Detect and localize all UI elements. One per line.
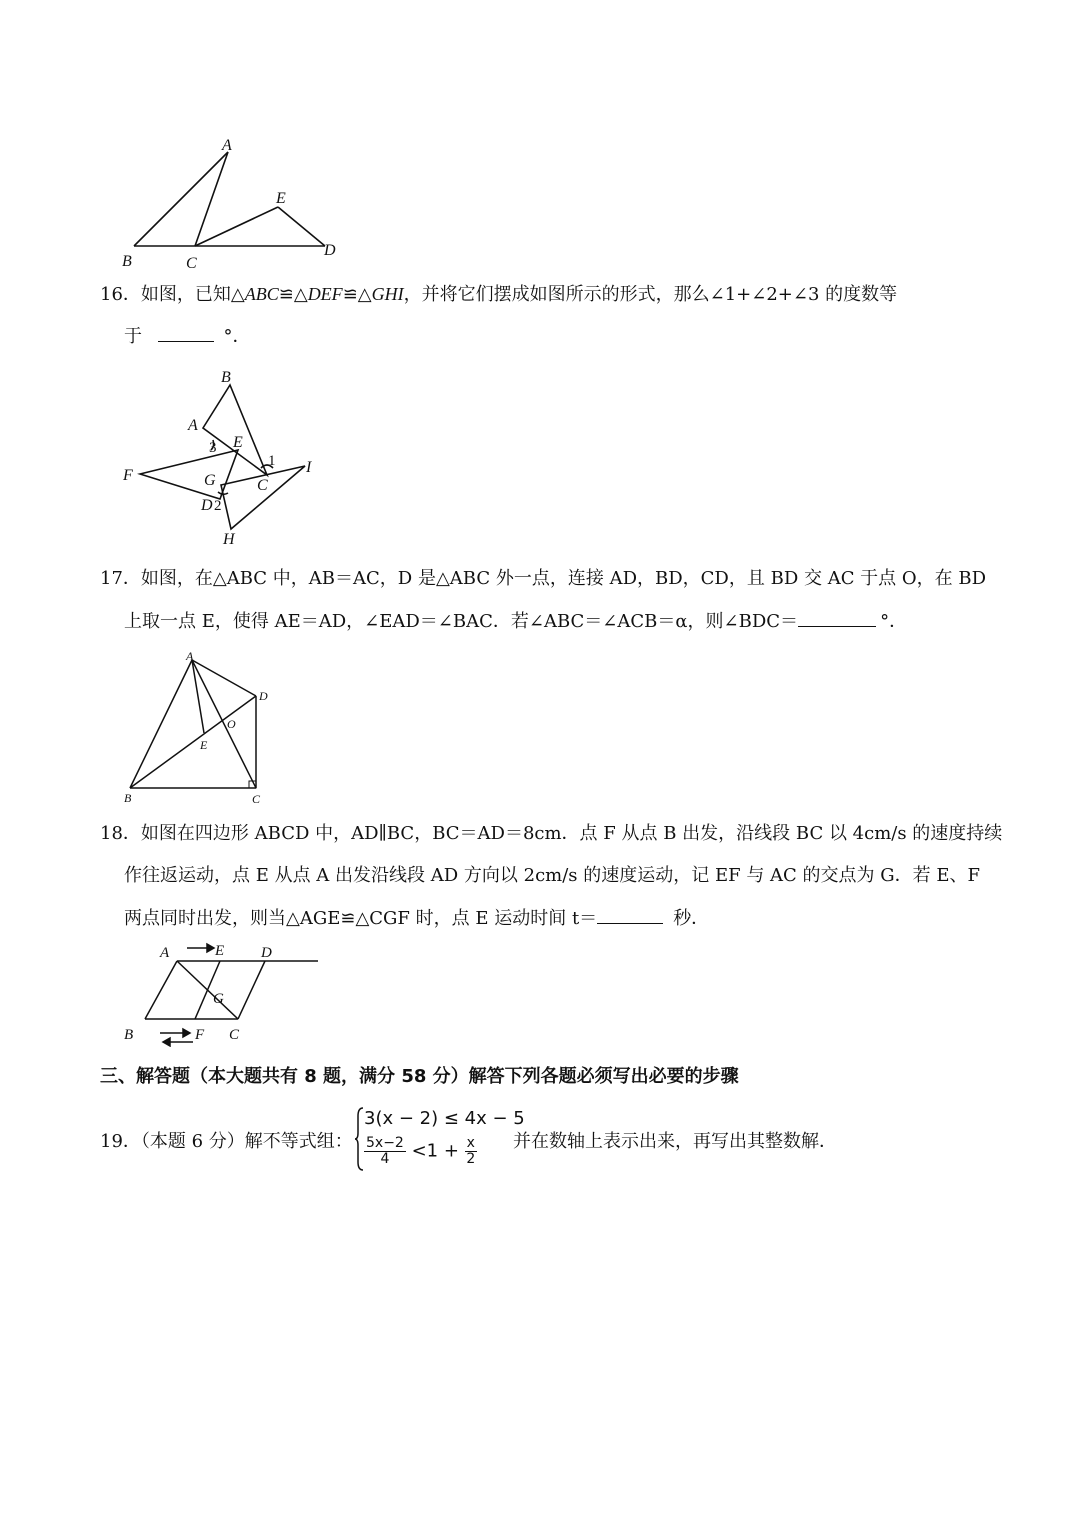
label-B: B	[124, 791, 132, 805]
label-F: F	[195, 1027, 205, 1043]
label-A: A	[188, 417, 198, 434]
label-E: E	[200, 738, 208, 752]
q18-line1: 18．如图在四边形 ABCD 中，AD∥BC，BC＝AD＝8cm．点 F 从点 B 出发，沿线段 BC 以 4cm/s 的速度持续	[100, 823, 1003, 844]
section-heading-3: 三、解答题（本大题共有 8 题，满分 58 分）解答下列各题必须写出必要的步骤	[100, 1066, 739, 1087]
q17-line2: 上取一点 E，使得 AE＝AD，∠EAD＝∠BAC．若∠ABC＝∠ACB＝α，则∠BDC＝ °．	[124, 611, 908, 632]
q19-tail: 并在数轴上表示出来，再写出其整数解．	[513, 1131, 837, 1152]
label-I: I	[306, 459, 312, 476]
label-C: C	[252, 792, 261, 806]
answer-blank-16	[158, 341, 214, 342]
q16-line2: 于 °．	[124, 326, 251, 347]
label-1: 1	[268, 453, 276, 469]
label-2: 2	[214, 498, 222, 514]
label-A: A	[222, 137, 232, 154]
label-D: D	[261, 945, 272, 961]
label-D: D	[259, 689, 268, 703]
inequality-system	[354, 1106, 524, 1172]
label-O: O	[227, 717, 236, 731]
label-B: B	[122, 253, 132, 270]
figure-17	[118, 648, 283, 808]
figure-16	[115, 362, 335, 552]
q16-line1: 16．如图，已知△ABC≌△DEF≌△GHI，并将它们摆成如图所示的形式，那么∠1+∠2+∠3 的度数等	[100, 284, 898, 305]
label-E: E	[276, 190, 286, 207]
left-brace	[354, 1106, 364, 1172]
figure-18	[115, 937, 330, 1047]
q17-line1: 17．如图，在△ABC 中，AB＝AC，D 是△ABC 外一点，连接 AD，BD，CD，且 BD 交 AC 于点 O，在 BD	[100, 568, 987, 589]
inequality-1: 3(x − 2) ≤ 4x − 5	[364, 1108, 525, 1129]
figure-15	[120, 130, 350, 275]
label-A: A	[186, 649, 194, 663]
label-H: H	[223, 531, 235, 548]
label-C: C	[186, 255, 197, 272]
label-D: D	[324, 242, 336, 259]
label-G: G	[204, 472, 216, 489]
label-C: C	[229, 1027, 240, 1043]
q18-line3: 两点同时出发，则当△AGE≌△CGF 时，点 E 运动时间 t＝ 秒．	[124, 908, 710, 929]
label-G: G	[213, 991, 224, 1007]
label-C: C	[257, 477, 268, 494]
label-D: D	[201, 497, 213, 514]
answer-blank-18	[597, 923, 663, 924]
inequality-2: $\frac{5x-2}{4}$ <1 + $\frac{x}{2}$	[366, 1135, 476, 1167]
label-B: B	[221, 369, 231, 386]
label-B: B	[124, 1027, 134, 1043]
label-3: 3	[209, 440, 217, 456]
label-F: F	[123, 467, 133, 484]
label-A: A	[160, 945, 170, 961]
label-E: E	[233, 434, 243, 451]
q19-lead: 19．（本题 6 分）解不等式组：	[100, 1131, 353, 1152]
q18-line2: 作往返运动，点 E 从点 A 出发沿线段 AD 方向以 2cm/s 的速度运动，记 EF 与 AC 的交点为 G．若 E、F	[124, 865, 980, 886]
answer-blank-17	[798, 626, 876, 627]
label-E: E	[215, 943, 225, 959]
